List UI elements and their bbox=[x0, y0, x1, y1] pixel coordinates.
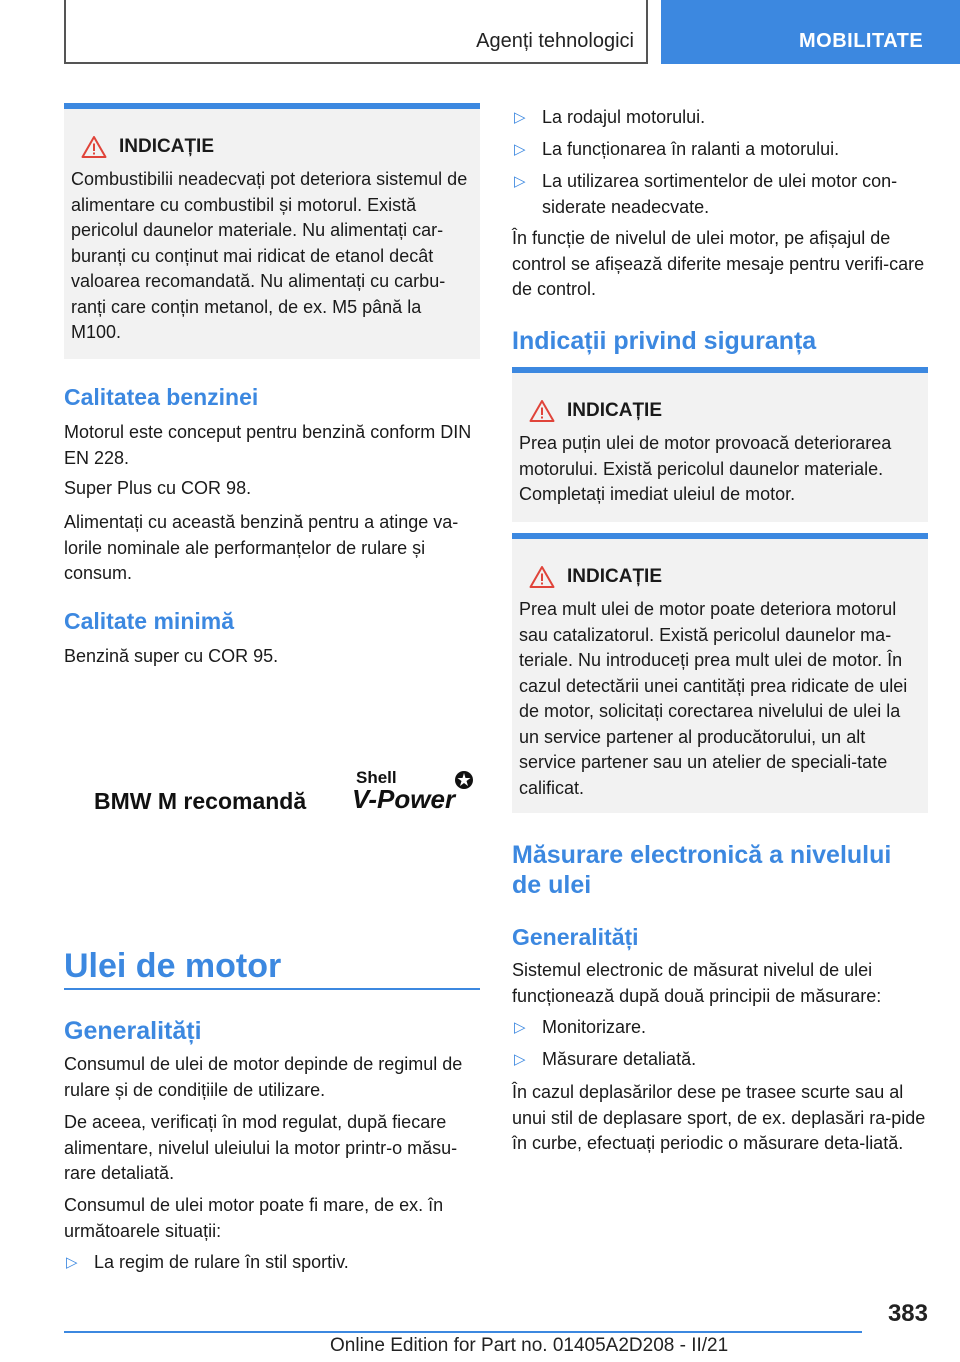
triangle-bullet-icon: ▷ bbox=[66, 1254, 78, 1271]
page-number: 383 bbox=[887, 1300, 928, 1327]
heading-rule bbox=[64, 988, 480, 990]
notice-too-much-oil bbox=[512, 533, 928, 813]
heading-calitatea-benzinei: Calitatea benzinei bbox=[64, 384, 259, 410]
chapter-tab[interactable]: MOBILITATE bbox=[661, 0, 960, 64]
header-frame bbox=[64, 0, 648, 64]
list-item bbox=[512, 1047, 932, 1073]
list-item-text: Măsurare detaliată. bbox=[542, 1049, 697, 1069]
warning-triangle-icon bbox=[529, 399, 555, 423]
vpower-word: V-Power bbox=[352, 784, 456, 814]
notice-fuel bbox=[64, 103, 480, 359]
list-item bbox=[512, 169, 932, 220]
triangle-bullet-icon: ▷ bbox=[514, 141, 526, 158]
heading-generalitati-2: Generalități bbox=[512, 924, 639, 950]
paragraph-alimentati: Alimentați cu această benzină pentru a atinge va-lorile nominale ale performanțelor de rulare și consum. bbox=[64, 512, 459, 583]
paragraph-in-cazul: În cazul deplasărilor dese pe trasee scurte sau al unui stil de deplasare sport, de ex. deplasări ra-pide în curbe, efectuați periodic o măsurare deta-liată. bbox=[512, 1082, 926, 1153]
paragraph-poate-fi-mare: Consumul de ulei motor poate fi mare, de ex. în următoarele situații: bbox=[64, 1195, 444, 1241]
section-title: Agenți tehnologici bbox=[476, 30, 634, 52]
notice-title-text: INDICAȚIE bbox=[119, 136, 214, 157]
heading-ulei-de-motor: Ulei de motor bbox=[64, 947, 282, 985]
list-item-text: La regim de rulare în stil sportiv. bbox=[94, 1252, 349, 1272]
list-item bbox=[512, 137, 932, 163]
triangle-bullet-icon: ▷ bbox=[514, 1051, 526, 1068]
heading-calitate-minima: Calitate minimă bbox=[64, 608, 234, 634]
brand-text: BMW M recomandă bbox=[94, 788, 307, 814]
warning-triangle-icon bbox=[81, 135, 107, 159]
list-item-text: La rodajul motorului. bbox=[542, 107, 706, 127]
paragraph-de-aceea: De aceea, verificați în mod regulat, după fiecare alimentare, nivelul uleiului la motor printr-o măsu-rare detaliată. bbox=[64, 1112, 458, 1183]
notice-title bbox=[529, 399, 922, 423]
triangle-bullet-icon: ▷ bbox=[514, 109, 526, 126]
triangle-bullet-icon: ▷ bbox=[514, 1019, 526, 1036]
heading-indicatii-siguranta: Indicații privind siguranța bbox=[512, 327, 817, 355]
shell-word: Shell bbox=[356, 768, 397, 787]
paragraph-conceput: Motorul este conceput pentru benzină conform DIN EN 228. bbox=[64, 422, 472, 468]
notice-text: Combustibilii neadecvați pot deteriora sistemul de alimentare cu combustibil și motorul. Există pericolul daunelor materiale. Nu alimentați car-buranți cu conținut mai ridicat de etanol decât valoarea recomandată. Nu alimentați cu carbu-ranți care conțin metanol, de ex. M5 până la M100. bbox=[71, 169, 468, 342]
edition-info: Online Edition for Part no. 01405A2D208 - II/21 bbox=[330, 1335, 729, 1356]
brand-recommendation bbox=[94, 764, 480, 814]
list-item bbox=[64, 1250, 484, 1276]
notice-too-little-oil bbox=[512, 367, 928, 522]
notice-title-text: INDICAȚIE bbox=[567, 566, 662, 587]
paragraph-sistemul: Sistemul electronic de măsurat nivelul de ulei funcționează după două principii de măsurare: bbox=[512, 960, 882, 1006]
triangle-bullet-icon: ▷ bbox=[514, 173, 526, 190]
warning-triangle-icon bbox=[529, 565, 555, 589]
paragraph-consumul: Consumul de ulei de motor depinde de regimul de rulare și de condițiile de utilizare. bbox=[64, 1054, 463, 1100]
shell-emblem-icon bbox=[454, 770, 474, 790]
notice-text: Prea mult ulei de motor poate deteriora motorul sau catalizatorul. Există pericolul daunelor ma-teriale. Nu introduceți prea mult ulei de motor. În cazul detectării unei cantități prea ridicate de ulei de motor, solicitați corectarea nivelului de ulei la un service partener al producătorului, un alt service partener sau un atelier de speciali-tate calificat. bbox=[519, 599, 908, 798]
paragraph-super-plus: Super Plus cu COR 98. bbox=[64, 478, 252, 498]
heading-generalitati: Generalități bbox=[64, 1017, 202, 1045]
list-item-text: Monitorizare. bbox=[542, 1017, 647, 1037]
notice-text: Prea puțin ulei de motor provoacă deteriorarea motorului. Există pericolul daunelor materiale. Completați imediat uleiul de motor. bbox=[519, 433, 892, 504]
paragraph-benzina-super: Benzină super cu COR 95. bbox=[64, 646, 279, 666]
footer-rule bbox=[64, 1331, 862, 1333]
list-item-text: La funcționarea în ralanti a motorului. bbox=[542, 139, 840, 159]
notice-title bbox=[81, 135, 474, 159]
notice-title-text: INDICAȚIE bbox=[567, 400, 662, 421]
list-item bbox=[512, 105, 932, 131]
heading-masurare-electronica: Măsurare electronică a nivelului de ulei bbox=[512, 841, 892, 899]
paragraph-in-functie: În funcție de nivelul de ulei motor, pe afișajul de control se afișează diferite mesaje pentru verifi-care de control. bbox=[512, 228, 925, 299]
notice-title bbox=[529, 565, 922, 589]
list-item-text: La utilizarea sortimentelor de ulei motor con-siderate neadecvate. bbox=[542, 171, 898, 217]
list-item bbox=[512, 1015, 932, 1041]
